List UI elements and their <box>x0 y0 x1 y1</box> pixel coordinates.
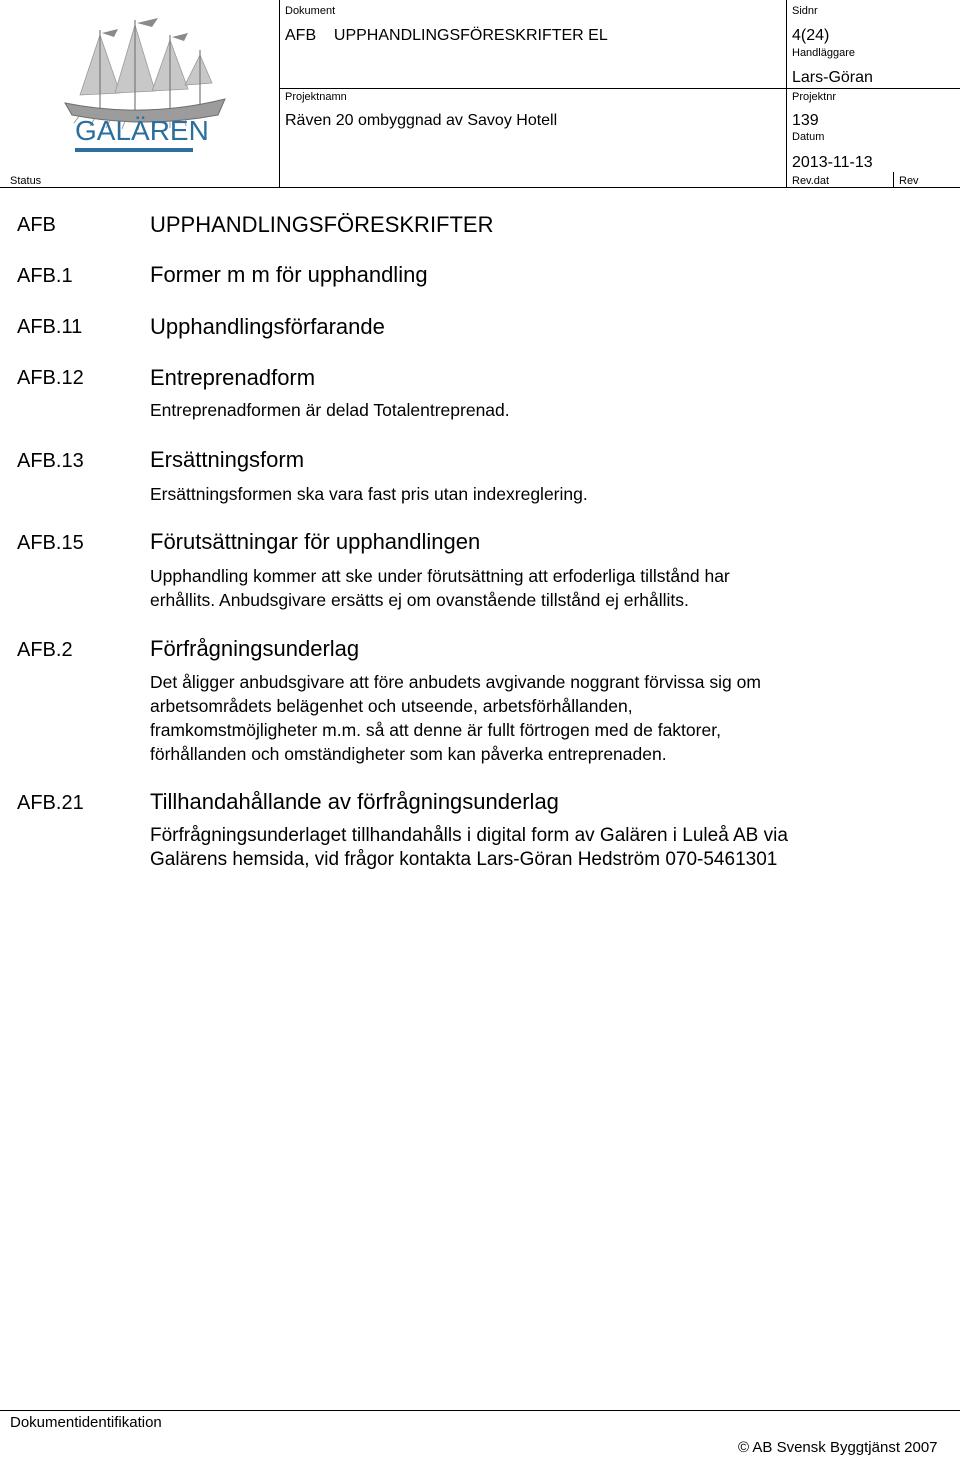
footer-rule <box>0 1410 960 1411</box>
datum-value: 2013-11-13 <box>792 154 873 171</box>
copyright-notice <box>738 1439 938 1457</box>
body-line: Det åligger anbudsgivare att före anbudets avgivande noggrant förvissa sig om <box>150 672 761 692</box>
body-line: Upphandling kommer att ske under förutsättning att erfoderliga tillstånd har <box>150 566 730 586</box>
copyright-icon: © <box>738 1439 750 1456</box>
projektnamn-value: Räven 20 ombyggnad av Savoy Hotell <box>285 112 558 129</box>
revdat-label: Rev.dat <box>792 175 830 187</box>
body-line: framkomstmöjligheter m.m. så att denne är fullt förtrogen med de faktorer, <box>150 720 721 740</box>
section-code: AFB <box>17 214 56 236</box>
body-line: förhållanden och omständigheter som kan påverka entreprenaden. <box>150 744 667 764</box>
datum-label: Datum <box>792 131 825 143</box>
status-label: Status <box>10 175 42 187</box>
projektnamn-label: Projektnamn <box>285 91 347 103</box>
section-heading: Ersättningsform <box>150 447 305 472</box>
projektnr-value: 139 <box>792 112 819 129</box>
body-line: Förfrågningsunderlaget tillhandahålls i digital form av Galären i Luleå AB via <box>150 825 788 846</box>
dokument-label: Dokument <box>285 5 336 17</box>
copyright-text: AB Svensk Byggtjänst 2007 <box>752 1439 938 1456</box>
section-code: AFB.1 <box>17 265 73 287</box>
rev-label: Rev <box>899 175 919 187</box>
body-line: Entreprenadformen är delad Totalentreprenad. <box>150 400 510 420</box>
section-heading: Upphandlingsförfarande <box>150 314 385 339</box>
section-code: AFB.2 <box>17 639 73 661</box>
header-rule <box>279 88 960 89</box>
section-code: AFB.21 <box>17 792 84 814</box>
doc-id-label: Dokumentidentifikation <box>10 1414 162 1431</box>
section-code: AFB.13 <box>17 450 84 472</box>
section-body <box>150 482 930 506</box>
projektnr-label: Projektnr <box>792 91 837 103</box>
section-body <box>150 670 930 766</box>
section-body <box>150 824 930 872</box>
body-line: Ersättningsformen ska vara fast pris utan indexreglering. <box>150 484 588 504</box>
sidnr-label: Sidnr <box>792 5 818 17</box>
body-line: arbetsområdets belägenhet och utseende, arbetsförhållanden, <box>150 696 633 716</box>
header-divider <box>786 0 787 188</box>
section-body <box>150 398 930 422</box>
section-heading: Tillhandahållande av förfrågningsunderlag <box>150 789 559 814</box>
section-heading: Entreprenadform <box>150 365 316 390</box>
section-heading: Förfrågningsunderlag <box>150 636 360 661</box>
sidnr-value: 4(24) <box>792 27 830 44</box>
logo-wordmark: GALÄREN <box>75 115 209 146</box>
section-code: AFB.12 <box>17 367 84 389</box>
body-line: Galärens hemsida, vid frågor kontakta Lars-Göran Hedström 070-5461301 <box>150 849 778 870</box>
logo-underline <box>75 148 193 152</box>
handlaggare-value: Lars-Göran <box>792 69 873 86</box>
section-code: AFB.15 <box>17 532 84 554</box>
section-code: AFB.11 <box>17 316 83 338</box>
handlaggare-label: Handläggare <box>792 47 855 59</box>
body-line: erhållits. Anbudsgivare ersätts ej om ovanstående tillstånd ej erhållits. <box>150 590 689 610</box>
header-divider <box>893 172 894 188</box>
dokument-value: AFB UPPHANDLINGSFÖRESKRIFTER EL <box>285 27 608 44</box>
section-heading: UPPHANDLINGSFÖRESKRIFTER <box>150 212 494 237</box>
header-divider <box>279 0 280 188</box>
section-heading: Förutsättningar för upphandlingen <box>150 529 481 554</box>
section-body <box>150 564 930 612</box>
section-heading: Former m m för upphandling <box>150 262 428 287</box>
